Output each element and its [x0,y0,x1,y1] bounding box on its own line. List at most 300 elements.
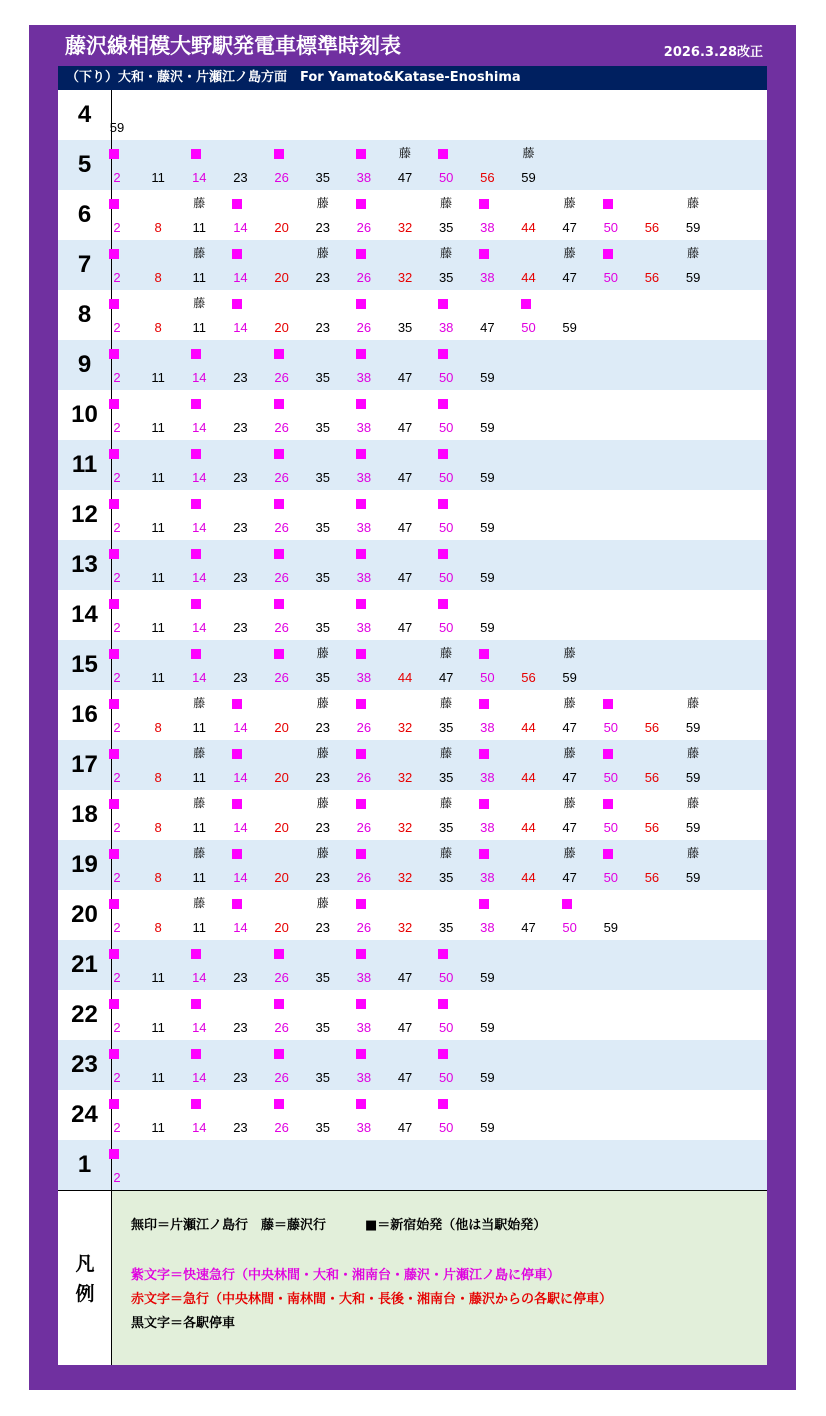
departure-minute: 11 [151,1120,165,1135]
shinjuku-origin-square-icon [356,149,366,159]
train-entry [347,290,388,340]
train-entry [265,640,306,690]
departure-minute: 2 [113,620,121,635]
departure-minute: 47 [562,820,577,835]
train-entry [676,840,717,890]
train-entry [223,990,264,1040]
departure-minute: 35 [315,470,330,485]
train-entry [512,690,553,740]
departure-minute: 11 [151,670,165,685]
shinjuku-origin-square-icon [109,199,119,209]
train-entry [429,390,470,440]
departure-minute: 59 [685,870,701,885]
shinjuku-origin-square-icon [232,199,242,209]
shinjuku-origin-square-icon [274,1099,284,1109]
shinjuku-origin-square-icon [356,199,366,209]
shinjuku-origin-square-icon [356,999,366,1009]
shinjuku-origin-square-icon [109,949,119,959]
fujisawa-bound-mark: 藤 [193,696,206,710]
train-entry [347,840,388,890]
departure-minute: 2 [113,570,121,585]
train-entry [388,140,429,190]
departure-minute: 38 [356,1120,372,1135]
departure-minute: 38 [480,770,495,785]
departure-minute: 26 [274,1120,289,1135]
train-entry [347,540,388,590]
fujisawa-bound-mark: 藤 [440,696,453,710]
train-entry [429,1090,470,1140]
train-entry [141,1090,182,1140]
train-entry [429,940,470,990]
hour-label: 22 [58,990,112,1040]
shinjuku-origin-square-icon [479,849,489,859]
train-entry [429,840,470,890]
shinjuku-origin-square-icon [479,899,489,909]
train-entry [594,790,635,840]
train-entry [388,740,429,790]
departure-minute: 47 [562,220,577,235]
departure-minute: 50 [438,1020,454,1035]
departure-minute: 47 [397,570,413,585]
shinjuku-origin-square-icon [603,849,613,859]
shinjuku-origin-square-icon [232,799,242,809]
train-entry [553,290,594,340]
departure-minute: 2 [113,1070,121,1085]
train-entry [429,340,470,390]
train-entry [388,340,429,390]
departure-minute: 47 [562,770,577,785]
train-entry [223,690,264,740]
train-entry [512,890,553,940]
fujisawa-bound-mark: 藤 [687,746,700,760]
train-entry [429,890,470,940]
departure-minute: 50 [438,570,454,585]
shinjuku-origin-square-icon [191,449,201,459]
departure-minute: 14 [192,520,207,535]
hour-label: 23 [58,1040,112,1090]
train-entry [388,890,429,940]
fujisawa-bound-mark: 藤 [522,146,535,160]
train-entry [141,740,182,790]
departure-minute: 14 [233,870,248,885]
train-entry [594,190,635,240]
hour-label: 4 [58,90,112,140]
departure-minute: 38 [356,670,372,685]
departure-minute: 14 [192,970,207,985]
shinjuku-origin-square-icon [109,1099,119,1109]
departure-minute: 35 [315,420,330,435]
fujisawa-bound-mark: 藤 [193,796,206,810]
train-entry [347,340,388,390]
departure-minute: 59 [480,1120,495,1135]
departure-minute: 26 [356,270,372,285]
train-entry [100,140,141,190]
train-entry [470,990,511,1040]
departure-minute: 23 [233,1070,248,1085]
departure-minute: 11 [192,820,207,835]
train-entry [512,840,553,890]
departure-minute: 59 [480,1020,495,1035]
train-entry [429,1040,470,1090]
legend [58,1190,767,1365]
shinjuku-origin-square-icon [356,749,366,759]
train-entry [100,1140,141,1190]
departure-minute: 59 [685,720,701,735]
fujisawa-bound-mark: 藤 [687,846,700,860]
train-entry [388,440,429,490]
departure-minute: 47 [562,270,577,285]
departure-minute: 59 [685,220,701,235]
train-entry [429,190,470,240]
shinjuku-origin-square-icon [109,999,119,1009]
shinjuku-origin-square-icon [191,399,201,409]
train-entry [141,390,182,440]
departure-minute: 35 [438,270,454,285]
departure-minute: 38 [480,870,495,885]
train-entry [306,190,347,240]
departure-minute: 47 [397,970,413,985]
hour-row [58,990,767,1040]
hour-label: 17 [58,740,112,790]
departure-minute: 26 [274,670,289,685]
train-entry [223,790,264,840]
shinjuku-origin-square-icon [356,399,366,409]
train-entry [553,790,594,840]
legend-label-box [58,1191,112,1365]
fujisawa-bound-mark: 藤 [193,846,206,860]
train-entry [347,390,388,440]
train-entry [306,740,347,790]
departure-minute: 59 [685,270,701,285]
departure-minute: 38 [356,420,372,435]
train-entry [429,740,470,790]
departure-minute: 11 [151,620,165,635]
shinjuku-origin-square-icon [356,799,366,809]
departure-minute: 26 [274,1020,289,1035]
fujisawa-bound-mark: 藤 [687,196,700,210]
departure-minute: 47 [397,1070,413,1085]
departure-minute: 2 [113,470,121,485]
train-entry [388,690,429,740]
departure-minute: 26 [356,920,372,935]
train-entry [388,190,429,240]
shinjuku-origin-square-icon [438,599,448,609]
fujisawa-bound-mark: 藤 [316,896,329,910]
departure-minute: 2 [113,220,121,235]
departure-minute: 11 [151,370,165,385]
departure-minute: 2 [113,670,121,685]
departure-minute: 38 [356,570,372,585]
departure-minute: 44 [521,270,536,285]
shinjuku-origin-square-icon [603,199,613,209]
train-entry [141,990,182,1040]
departure-minute: 35 [315,970,330,985]
hour-row [58,790,767,840]
departure-minute: 59 [521,170,536,185]
train-entry [470,940,511,990]
departure-minute: 26 [274,170,289,185]
departure-minute: 47 [562,720,577,735]
shinjuku-origin-square-icon [438,449,448,459]
train-entry [388,1090,429,1140]
train-entry [306,290,347,340]
fujisawa-bound-mark: 藤 [440,646,453,660]
train-entry [553,690,594,740]
departure-minute: 11 [192,720,207,735]
train-entry [347,240,388,290]
train-entry [100,540,141,590]
train-entry [388,540,429,590]
train-entry [347,890,388,940]
shinjuku-origin-square-icon [191,949,201,959]
shinjuku-origin-square-icon [109,449,119,459]
shinjuku-origin-square-icon [356,899,366,909]
train-entry [306,540,347,590]
departure-minute: 38 [480,720,495,735]
train-entry [265,840,306,890]
shinjuku-origin-square-icon [356,249,366,259]
hour-label: 9 [58,340,112,390]
hour-label: 16 [58,690,112,740]
hour-row [58,1040,767,1090]
shinjuku-origin-square-icon [562,899,572,909]
departure-minute: 2 [113,520,121,535]
train-entry [100,90,141,140]
departure-minute: 11 [192,920,207,935]
departure-minute: 35 [315,620,330,635]
shinjuku-origin-square-icon [356,849,366,859]
train-entry [141,140,182,190]
train-entry [100,740,141,790]
train-entry [100,590,141,640]
hour-label: 13 [58,540,112,590]
departure-minute: 26 [274,470,289,485]
train-entry [594,890,635,940]
shinjuku-origin-square-icon [438,349,448,359]
departure-minute: 14 [233,720,248,735]
legend-local-line: 黒文字＝各駅停車 [131,1316,236,1331]
shinjuku-origin-square-icon [109,899,119,909]
departure-minute: 11 [151,1020,165,1035]
departure-minute: 35 [438,720,454,735]
train-entry [182,840,223,890]
train-entry [388,1040,429,1090]
train-entry [182,590,223,640]
train-entry [100,390,141,440]
departure-minute: 50 [438,970,454,985]
departure-minute: 50 [438,370,454,385]
departure-minute: 2 [113,770,121,785]
train-entry [182,1040,223,1090]
train-entry [306,590,347,640]
revision-date: 2026.3.28改正 [663,45,763,60]
train-entry [223,1040,264,1090]
departure-minute: 8 [154,220,162,235]
departure-minute: 26 [274,970,289,985]
departure-minute: 50 [480,670,495,685]
train-entry [388,240,429,290]
fujisawa-bound-mark: 藤 [563,796,576,810]
fujisawa-bound-mark: 藤 [440,246,453,260]
train-entry [553,190,594,240]
departure-minute: 50 [603,270,619,285]
shinjuku-origin-square-icon [191,499,201,509]
shinjuku-origin-square-icon [603,749,613,759]
hour-row [58,140,767,190]
train-entry [306,490,347,540]
train-entry [470,1090,511,1140]
train-entry [347,490,388,540]
train-entry [265,440,306,490]
departure-minute: 50 [603,720,619,735]
shinjuku-origin-square-icon [438,949,448,959]
departure-minute: 2 [113,370,121,385]
hour-row [58,190,767,240]
shinjuku-origin-square-icon [603,799,613,809]
train-entry [429,640,470,690]
departure-minute: 59 [562,670,577,685]
shinjuku-origin-square-icon [232,849,242,859]
departure-minute: 11 [192,770,207,785]
shinjuku-origin-square-icon [109,849,119,859]
shinjuku-origin-square-icon [232,699,242,709]
train-entry [553,740,594,790]
train-entry [100,640,141,690]
fujisawa-bound-mark: 藤 [440,746,453,760]
departure-minute: 59 [480,420,495,435]
departure-minute: 26 [356,870,372,885]
shinjuku-origin-square-icon [191,549,201,559]
shinjuku-origin-square-icon [479,199,489,209]
departure-minute: 8 [154,820,162,835]
train-entry [470,740,511,790]
train-entry [223,1090,264,1140]
shinjuku-origin-square-icon [479,249,489,259]
train-entry [265,790,306,840]
departure-minute: 14 [192,1120,207,1135]
departure-minute: 44 [521,720,536,735]
hour-label: 8 [58,290,112,340]
departure-minute: 14 [233,820,248,835]
departure-minute: 44 [521,770,536,785]
train-entry [141,290,182,340]
shinjuku-origin-square-icon [109,549,119,559]
direction-bar: （下り）大和・藤沢・片瀬江ノ島方面 For Yamato&Katase-Enoshima [58,66,767,90]
train-entry [100,490,141,540]
shinjuku-origin-square-icon [274,1049,284,1059]
departure-minute: 23 [315,770,330,785]
train-entry [347,740,388,790]
fujisawa-bound-mark: 藤 [193,896,206,910]
departure-minute: 14 [233,220,248,235]
train-entry [429,490,470,540]
fujisawa-bound-mark: 藤 [563,196,576,210]
departure-minute: 47 [397,620,413,635]
hour-label: 15 [58,640,112,690]
departure-minute: 35 [438,920,454,935]
train-entry [470,840,511,890]
shinjuku-origin-square-icon [191,1099,201,1109]
departure-minute: 32 [397,870,413,885]
departure-minute: 14 [233,320,248,335]
shinjuku-origin-square-icon [356,499,366,509]
departure-minute: 59 [480,970,495,985]
fujisawa-bound-mark: 藤 [316,796,329,810]
train-entry [141,540,182,590]
departure-minute: 32 [397,220,413,235]
shinjuku-origin-square-icon [521,299,531,309]
train-entry [306,1090,347,1140]
train-entry [265,240,306,290]
train-entry [594,240,635,290]
train-entry [223,890,264,940]
departure-minute: 14 [192,670,207,685]
departure-minute: 20 [274,920,289,935]
fujisawa-bound-mark: 藤 [563,696,576,710]
departure-minute: 44 [521,220,536,235]
train-entry [512,790,553,840]
train-entry [182,540,223,590]
hour-row [58,390,767,440]
train-entry [347,690,388,740]
hour-row [58,90,767,140]
fujisawa-bound-mark: 藤 [440,196,453,210]
departure-minute: 47 [397,170,413,185]
train-entry [223,640,264,690]
shinjuku-origin-square-icon [109,699,119,709]
train-entry [141,1040,182,1090]
hour-label: 1 [58,1140,112,1190]
train-entry [265,540,306,590]
train-entry [676,790,717,840]
departure-minute: 47 [438,670,454,685]
departure-minute: 38 [480,220,495,235]
legend-express-line: 赤文字＝急行（中央林間・南林間・大和・長後・湘南台・藤沢からの各駅に停車） [131,1292,613,1307]
departure-minute: 47 [397,370,413,385]
train-entry [512,240,553,290]
train-entry [141,690,182,740]
shinjuku-origin-square-icon [109,599,119,609]
departure-minute: 11 [151,170,165,185]
shinjuku-origin-square-icon [356,299,366,309]
departure-minute: 23 [233,970,248,985]
shinjuku-origin-square-icon [109,499,119,509]
departure-minute: 14 [192,170,207,185]
shinjuku-origin-square-icon [191,599,201,609]
hour-row [58,440,767,490]
train-entry [470,590,511,640]
shinjuku-origin-square-icon [109,149,119,159]
shinjuku-origin-square-icon [274,149,284,159]
train-entry [347,640,388,690]
departure-minute: 50 [438,470,454,485]
departure-minute: 59 [603,920,619,935]
train-entry [388,640,429,690]
train-entry [635,240,676,290]
departure-minute: 56 [644,720,660,735]
train-entry [182,140,223,190]
legend-destination-line: 無印＝片瀬江ノ島行 藤＝藤沢行 ■＝新宿始発（他は当駅始発） [131,1218,547,1233]
departure-minute: 26 [356,770,372,785]
train-entry [265,690,306,740]
departure-minute: 35 [438,870,454,885]
train-entry [265,140,306,190]
fujisawa-bound-mark: 藤 [193,246,206,260]
train-entry [100,240,141,290]
departure-minute: 14 [192,1020,207,1035]
train-entry [100,1040,141,1090]
fujisawa-bound-mark: 藤 [316,246,329,260]
